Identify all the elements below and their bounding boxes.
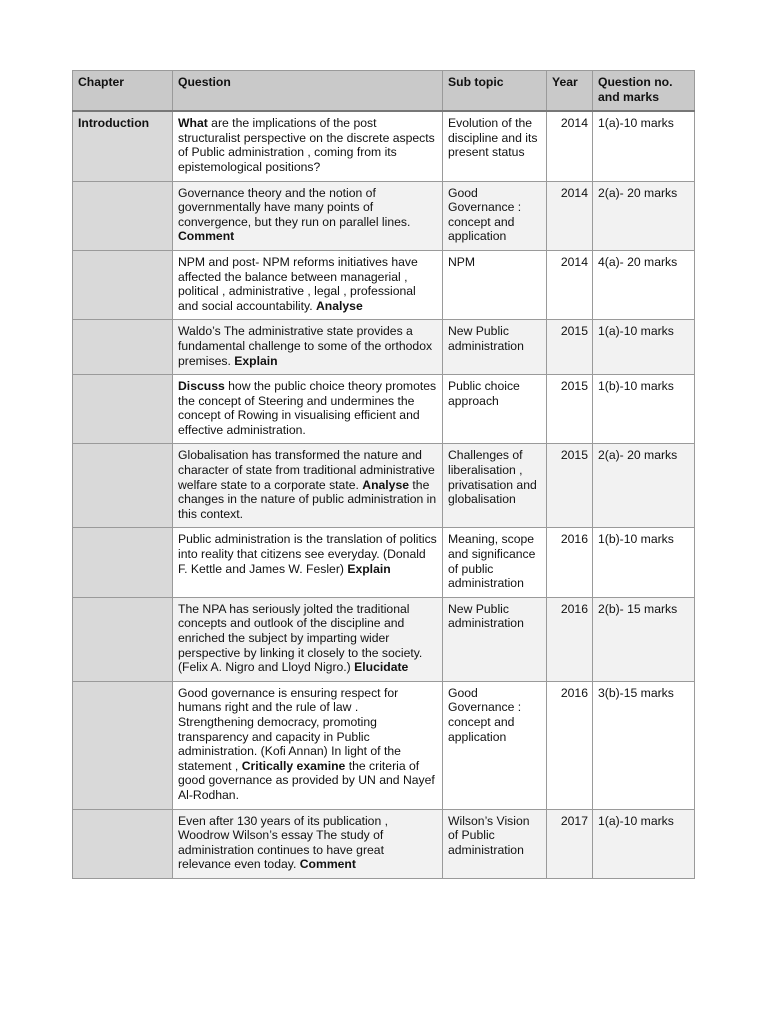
question-cell xyxy=(173,681,443,809)
marks-cell: 2(b)- 15 marks xyxy=(593,597,695,681)
question-cell xyxy=(173,809,443,878)
question-cell xyxy=(173,320,443,375)
sub-topic-cell: New Public administration xyxy=(443,597,547,681)
chapter-cell xyxy=(73,181,173,250)
question-keyword: Elucidate xyxy=(354,660,409,675)
sub-topic-cell: Wilson’s Vision of Public administration xyxy=(443,809,547,878)
sub-topic-cell: Evolution of the discipline and its present status xyxy=(443,111,547,181)
question-text: the criteria of good governance as provided by UN and Nayef Al-Rodhan. xyxy=(178,758,435,802)
question-text: how the public choice theory promotes the concept of Steering and undermines the concept of Rowing in visualising efficient and effective administration. xyxy=(178,379,437,437)
question-cell xyxy=(173,250,443,319)
marks-cell: 1(a)-10 marks xyxy=(593,111,695,181)
questions-table xyxy=(72,70,695,879)
question-text: Waldo’s The administrative state provides a fundamental challenge to some of the orthodox premises. xyxy=(178,324,433,368)
table-row xyxy=(73,111,695,181)
question-keyword: Comment xyxy=(299,857,356,872)
question-keyword: Discuss xyxy=(178,379,225,394)
chapter-cell xyxy=(73,375,173,444)
year-cell: 2015 xyxy=(547,375,593,444)
year-cell: 2016 xyxy=(547,528,593,597)
question-keyword: Analyse xyxy=(315,298,363,313)
question-cell xyxy=(173,181,443,250)
chapter-cell xyxy=(73,320,173,375)
table-row xyxy=(73,809,695,878)
sub-topic-cell: Meaning, scope and significance of public administration xyxy=(443,528,547,597)
question-cell xyxy=(173,597,443,681)
marks-cell: 2(a)- 20 marks xyxy=(593,181,695,250)
question-text: NPM and post- NPM reforms initiatives have affected the balance between managerial , political , administrative , legal , professional and social accountability. xyxy=(178,254,418,313)
question-keyword: Explain xyxy=(234,353,278,368)
question-text: Public administration is the translation of politics into reality that citizens see everyday. (Donald F. Kettle and James W. Fesler) xyxy=(178,532,437,576)
sub-topic-cell: New Public administration xyxy=(443,320,547,375)
year-cell: 2014 xyxy=(547,181,593,250)
question-keyword: What xyxy=(178,116,208,131)
header-question-no-marks: Question no. and marks xyxy=(593,71,695,112)
question-text: The NPA has seriously jolted the traditional concepts and outlook of the discipline and enriched the subject by imparting wider perspective by linking it closely to the society. (Felix A. Nigro and Lloyd Nigro.) xyxy=(178,601,423,675)
table-row xyxy=(73,250,695,319)
question-text: the changes in the nature of public administration in this context. xyxy=(178,477,437,521)
table-row xyxy=(73,528,695,597)
year-cell: 2016 xyxy=(547,597,593,681)
marks-cell: 1(b)-10 marks xyxy=(593,375,695,444)
table-row xyxy=(73,681,695,809)
chapter-cell xyxy=(73,250,173,319)
question-text: Good governance is ensuring respect for humans right and the rule of law . Strengthening democracy, promoting transparency and capacity in Public administration. (Kofi Annan) In light of the statement , xyxy=(178,685,401,773)
header-question: Question xyxy=(173,71,443,112)
marks-cell: 2(a)- 20 marks xyxy=(593,444,695,528)
sub-topic-cell: NPM xyxy=(443,250,547,319)
marks-cell: 1(a)-10 marks xyxy=(593,320,695,375)
chapter-cell xyxy=(73,528,173,597)
table-row xyxy=(73,181,695,250)
marks-cell: 1(b)-10 marks xyxy=(593,528,695,597)
question-text: Globalisation has transformed the nature and character of state from traditional administrative welfare state to a corporate state. xyxy=(178,448,435,492)
marks-cell: 3(b)-15 marks xyxy=(593,681,695,809)
question-cell xyxy=(173,111,443,181)
question-keyword: Analyse xyxy=(362,477,410,492)
chapter-cell xyxy=(73,681,173,809)
year-cell: 2017 xyxy=(547,809,593,878)
question-keyword: Critically examine xyxy=(241,758,346,773)
question-text: Governance theory and the notion of governmentally have many points of convergence, but they run on parallel lines. xyxy=(178,185,411,229)
sub-topic-cell: Public choice approach xyxy=(443,375,547,444)
question-cell xyxy=(173,375,443,444)
year-cell: 2014 xyxy=(547,250,593,319)
chapter-cell xyxy=(73,444,173,528)
header-sub-topic: Sub topic xyxy=(443,71,547,112)
table-row xyxy=(73,375,695,444)
table-row xyxy=(73,597,695,681)
header-year: Year xyxy=(547,71,593,112)
sub-topic-cell: Good Governance : concept and application xyxy=(443,681,547,809)
sub-topic-cell: Good Governance : concept and application xyxy=(443,181,547,250)
year-cell: 2015 xyxy=(547,444,593,528)
year-cell: 2016 xyxy=(547,681,593,809)
table-header-row xyxy=(73,71,695,112)
question-keyword: Explain xyxy=(347,561,391,576)
sub-topic-cell: Challenges of liberalisation , privatisation and globalisation xyxy=(443,444,547,528)
year-cell: 2015 xyxy=(547,320,593,375)
table-row xyxy=(73,320,695,375)
marks-cell: 4(a)- 20 marks xyxy=(593,250,695,319)
question-cell xyxy=(173,444,443,528)
table-row xyxy=(73,444,695,528)
header-chapter: Chapter xyxy=(73,71,173,112)
chapter-cell xyxy=(73,597,173,681)
chapter-cell: Introduction xyxy=(73,111,173,181)
year-cell: 2014 xyxy=(547,111,593,181)
table-body xyxy=(73,111,695,878)
question-keyword: Comment xyxy=(178,229,235,244)
question-cell xyxy=(173,528,443,597)
question-text: are the implications of the post structuralist perspective on the discrete aspects of Public administration , coming from its epistemological positions? xyxy=(178,116,435,174)
chapter-cell xyxy=(73,809,173,878)
question-text: Even after 130 years of its publication , Woodrow Wilson’s essay The study of administration continues to have great relevance even today. xyxy=(178,813,389,872)
marks-cell: 1(a)-10 marks xyxy=(593,809,695,878)
